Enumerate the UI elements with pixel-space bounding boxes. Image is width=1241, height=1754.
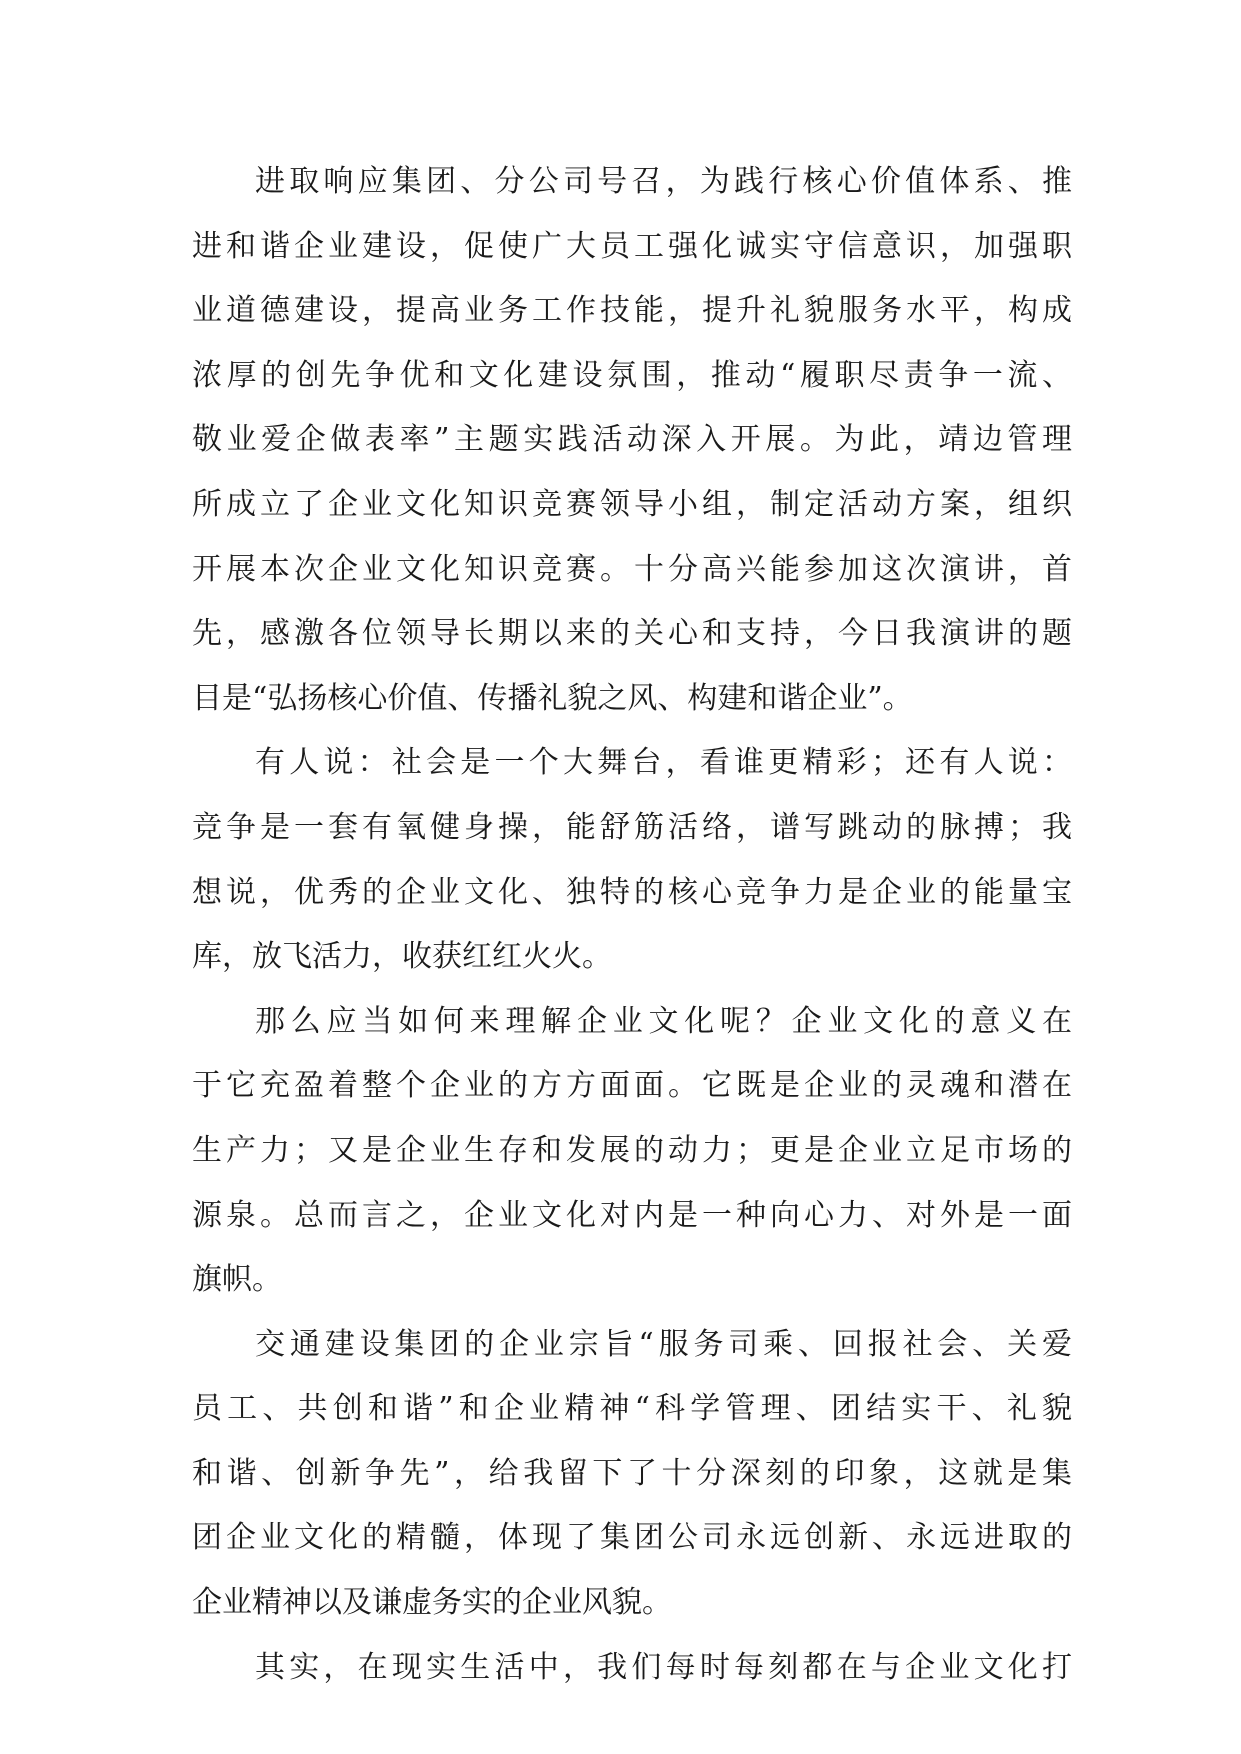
text-line: 所成立了企业文化知识竞赛领导小组，制定活动方案，组织 [192, 486, 1072, 522]
text-line: 生产力；又是企业生存和发展的动力；更是企业立足市场的 [192, 1132, 1072, 1168]
text-line: 交通建设集团的企业宗旨“服务司乘、回报社会、关爱 [255, 1326, 1072, 1362]
text-line: 进和谐企业建设，促使广大员工强化诚实守信意识，加强职 [192, 228, 1072, 264]
text-line: 其实，在现实生活中，我们每时每刻都在与企业文化打 [255, 1649, 1072, 1685]
text-line: 开展本次企业文化知识竞赛。十分高兴能参加这次演讲，首 [192, 551, 1072, 587]
text-line: 库，放飞活力，收获红红火火。 [192, 939, 612, 975]
text-line: 于它充盈着整个企业的方方面面。它既是企业的灵魂和潜在 [192, 1068, 1072, 1104]
text-line: 旗帜。 [192, 1262, 282, 1298]
text-line: 团企业文化的精髓，体现了集团公司永远创新、永远进取的 [192, 1520, 1072, 1556]
text-line: 敬业爱企做表率”主题实践活动深入开展。为此，靖边管理 [192, 422, 1072, 458]
text-line: 业道德建设，提高业务工作技能，提升礼貌服务水平，构成 [192, 293, 1072, 329]
text-line: 浓厚的创先争优和文化建设氛围，推动“履职尽责争一流、 [192, 357, 1072, 393]
text-line: 竞争是一套有氧健身操，能舒筋活络，谱写跳动的脉搏；我 [192, 809, 1072, 845]
text-line: 进取响应集团、分公司号召，为践行核心价值体系、推 [255, 164, 1072, 199]
text-line: 目是“弘扬核心价值、传播礼貌之风、构建和谐企业”。 [192, 680, 913, 716]
text-line: 先，感激各位领导长期以来的关心和支持，今日我演讲的题 [192, 616, 1072, 652]
text-line: 有人说：社会是一个大舞台，看谁更精彩；还有人说： [255, 745, 1072, 781]
text-line: 源泉。总而言之，企业文化对内是一种向心力、对外是一面 [192, 1197, 1072, 1233]
text-line: 那么应当如何来理解企业文化呢？企业文化的意义在 [255, 1003, 1072, 1039]
text-line: 和谐、创新争先”，给我留下了十分深刻的印象，这就是集 [192, 1455, 1072, 1491]
text-line: 想说，优秀的企业文化、独特的核心竞争力是企业的能量宝 [192, 874, 1072, 910]
body-text [192, 150, 1072, 1700]
text-line: 员工、共创和谐”和企业精神“科学管理、团结实干、礼貌 [192, 1391, 1072, 1427]
text-line: 企业精神以及谦虚务实的企业风貌。 [192, 1585, 672, 1621]
